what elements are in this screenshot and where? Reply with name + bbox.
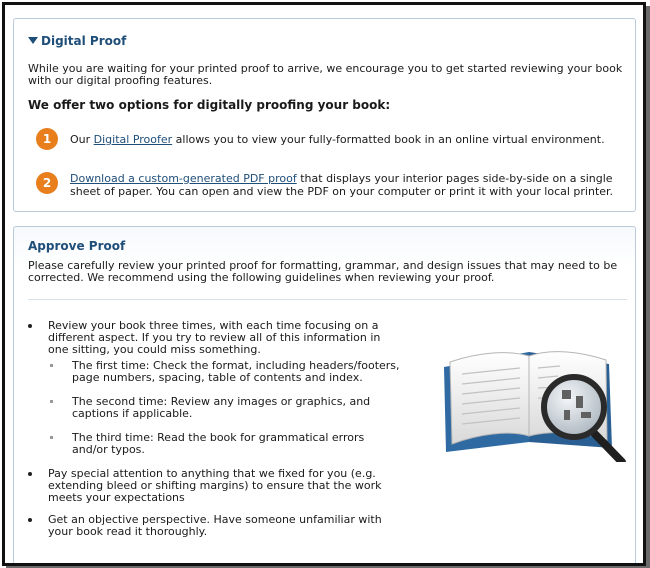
guidelines-list: [28, 320, 400, 548]
review-pass-item: The third time: Read the book for grammatical errors and/or typos.: [48, 432, 400, 456]
guideline-item: Pay special attention to anything that we fixed for you (e.g. extending bleed or shifting margins) to ensure that the work meets your expectations: [28, 468, 400, 504]
digital-proof-title: Digital Proof: [41, 34, 127, 48]
review-pass-item: The second time: Review any images or graphics, and captions if applicable.: [48, 396, 400, 420]
section-divider: [28, 299, 627, 300]
proof-page: [2, 2, 646, 566]
option-2-text: Download a custom-generated PDF proof that displays your interior pages side-by-side on a single sheet of paper. You can open and view the PDF on your computer or print it with your local printer.: [70, 172, 614, 198]
review-pass-item: The first time: Check the format, including headers/footers, page numbers, spacing, table of contents and index.: [48, 360, 400, 384]
digital-proof-panel: [13, 18, 636, 212]
download-pdf-proof-link[interactable]: Download a custom-generated PDF proof: [70, 172, 297, 185]
approve-proof-intro: Please carefully review your printed proof for formatting, grammar, and design issues that may need to be corrected. We recommend using the following guidelines when reviewing your proof.: [28, 259, 618, 284]
option-1-badge: 1: [36, 128, 58, 150]
guideline-item: Get an objective perspective. Have someone unfamiliar with your book read it thoroughly.: [28, 514, 400, 538]
digital-proofer-link[interactable]: Digital Proofer: [93, 133, 173, 146]
digital-proof-toggle[interactable]: [28, 34, 126, 48]
open-book-magnifier-icon: [434, 312, 634, 462]
option-2-badge: 2: [36, 172, 58, 194]
guideline-item: Review your book three times, with each time focusing on a different aspect. If you try to review all of this information in one sitting, you could miss something. The first time: Check the format, including headers/footers, page numbers, spacing, table of contents and index. The second time: Review any images or graphics, and captions if applicable. The third time: Read the book for grammatical errors and/or typos.: [28, 320, 400, 456]
approve-proof-panel: [13, 226, 636, 566]
option-1-text: Our Digital Proofer allows you to view your fully-formatted book in an online virtual environment.: [70, 133, 605, 146]
digital-proof-intro: While you are waiting for your printed proof to arrive, we encourage you to get started reviewing your book with our digital proofing features.: [28, 62, 623, 87]
review-passes-list: [48, 360, 400, 456]
collapse-triangle-icon: [28, 37, 38, 44]
options-heading: We offer two options for digitally proofing your book:: [28, 98, 391, 112]
approve-proof-title: Approve Proof: [28, 239, 126, 253]
